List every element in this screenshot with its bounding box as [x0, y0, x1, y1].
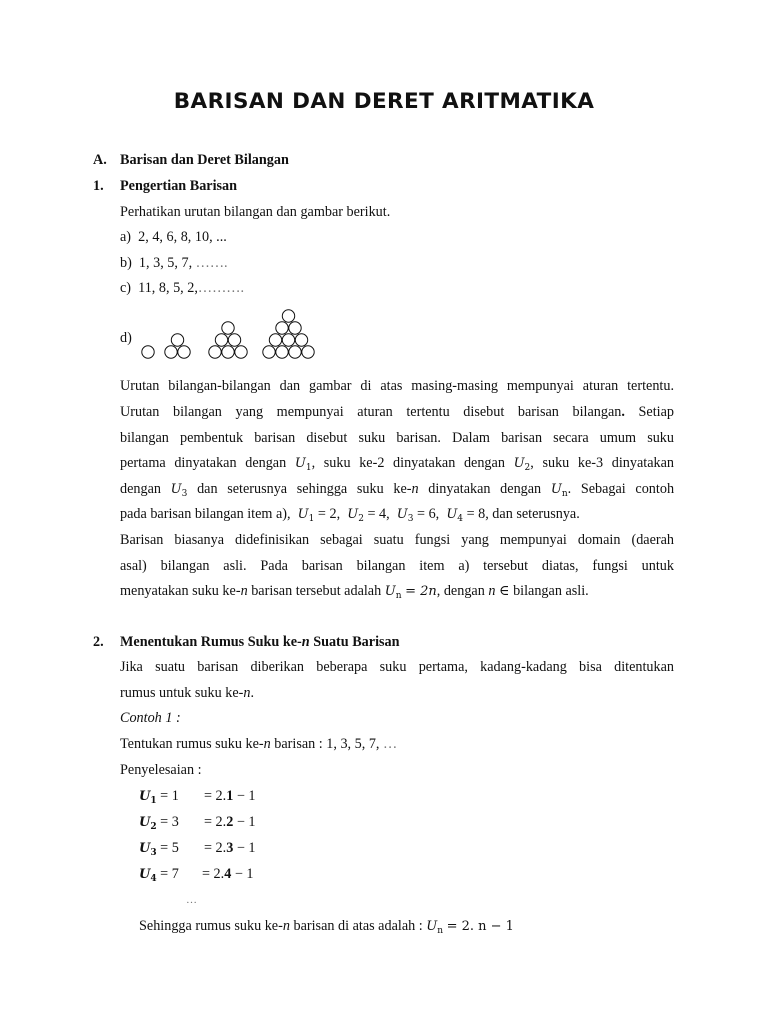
p2-line2: asal) bilangan asli. Pada barisan bilangan item a) tersebut diatas, fungsi untuk [120, 558, 674, 574]
solution-row-expr: = 2.2 − 1 [204, 814, 256, 830]
conclusion: Sehingga rumus suku ke-n barisan di atas adalah : $U_n = 2$. n − 1 [139, 918, 514, 936]
example-label: Contoh 1 : [120, 710, 181, 726]
example-task: Tentukan rumus suku ke-n barisan : 1, 3, 5, 7, … [120, 736, 398, 752]
p1-line3: bilangan pembentuk barisan disebut suku barisan. Dalam barisan secara umum suku [120, 430, 674, 446]
solution-row-expr: = 2.1 − 1 [204, 788, 256, 804]
sub1-heading: Pengertian Barisan [120, 178, 238, 194]
p1-line4: pertama dinyatakan dengan $U_1$, suku ke-2 dinyatakan dengan $U_2$, suku ke-3 dinyatakan [120, 455, 675, 473]
sub1-intro: Perhatikan urutan bilangan dan gambar berikut. [120, 204, 391, 220]
triangular-circles-figure [138, 300, 328, 362]
item-d-label: d) [120, 330, 132, 346]
pattern-6 [209, 322, 247, 358]
pattern-3 [165, 334, 190, 358]
p1-line1: Urutan bilangan-bilangan dan gambar di atas masing-masing mempunyai aturan tertentu. [120, 378, 674, 394]
p1-line6: pada barisan bilangan item a), $U_1 = 2$, $U_2 = 4$, $U_3 = 6$, $U_4 = 8$, dan seterusnya. [120, 506, 580, 524]
p1-line5: dengan $U_3$ dan seterusnya sehingga suku ke-n dinyatakan dengan $U_n$. Sebagai contoh [120, 481, 675, 499]
sub1-number: 1. [93, 178, 104, 194]
solution-row: $U_1 = 1$ [139, 788, 179, 806]
p2-line3: menyatakan suku ke-n barisan tersebut adalah $U_n = 2n$, dengan n ∈ bilangan asli. [120, 583, 589, 601]
solution-label: Penyelesaian : [120, 762, 202, 778]
solution-row: $U_3 = 5$ [139, 840, 179, 858]
sub2-p1-line2: rumus untuk suku ke-n. [120, 685, 254, 701]
item-b: b) 1, 3, 5, 7, ……. [120, 255, 228, 271]
page-title: BARISAN DAN DERET ARITMATIKA [173, 89, 595, 114]
solution-row: $U_2 = 3$ [139, 814, 179, 832]
pattern-10 [263, 310, 314, 358]
p1-line2: Urutan bilangan yang mempunyai aturan tertentu disebut barisan bilangan. Setiap [120, 404, 674, 420]
solution-row: $U_4 = 7$ [139, 866, 179, 884]
section-a-heading: Barisan dan Deret Bilangan [120, 152, 289, 168]
solution-row-expr: = 2.4 − 1 [202, 866, 254, 882]
sub2-number: 2. [93, 634, 104, 650]
item-c: c) 11, 8, 5, 2,………. [120, 280, 245, 296]
sub2-heading: Menentukan Rumus Suku ke-n Suatu Barisan [120, 634, 400, 650]
sub2-p1-line1: Jika suatu barisan diberikan beberapa suku pertama, kadang-kadang bisa ditentukan [120, 659, 674, 675]
pattern-1 [142, 346, 154, 358]
item-a: a) 2, 4, 6, 8, 10, ... [120, 229, 227, 245]
p2-line1: Barisan biasanya didefinisikan sebagai suatu fungsi yang mempunyai domain (daerah [120, 532, 674, 548]
solution-row-expr: = 2.3 − 1 [204, 840, 256, 856]
solution-ellipsis: … [186, 894, 197, 906]
section-a-label: A. [93, 152, 107, 168]
